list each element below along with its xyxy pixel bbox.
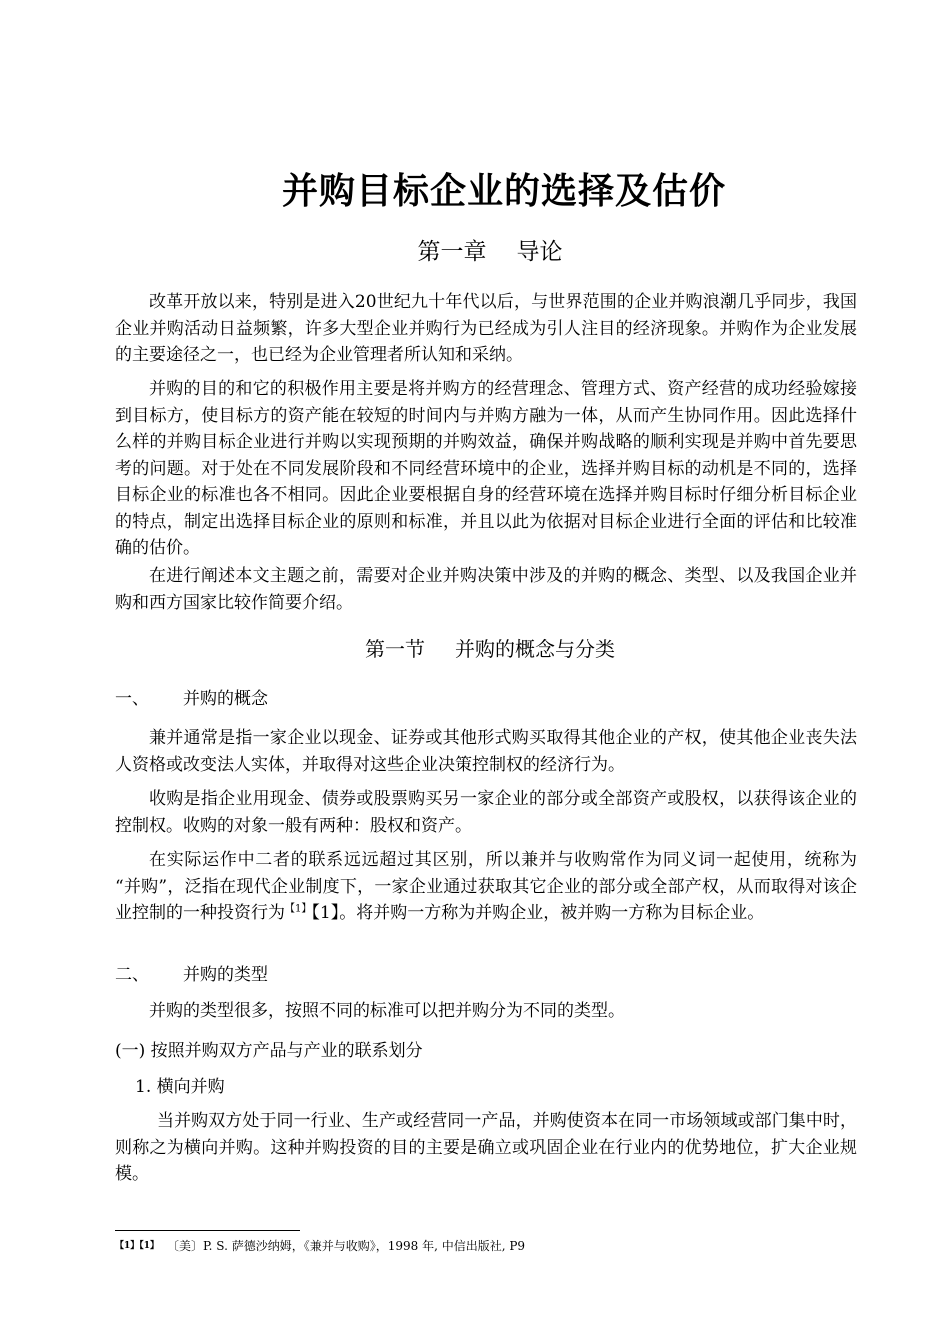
heading-number: 二、 <box>115 965 149 985</box>
section-name: 并购的概念与分类 <box>455 637 615 661</box>
heading-text: 并购的类型 <box>183 965 268 985</box>
footnote <box>115 1237 525 1255</box>
intro-paragraph: 在进行阐述本文主题之前，需要对企业并购决策中涉及的并购的概念、类型、以及我国企业并购和西方国家比较作简要介绍。 <box>115 566 857 613</box>
heading-concept <box>115 686 268 712</box>
acquisition-definition-paragraph: 收购是指企业用现金、债券或股票购买另一家企业的部分或全部资产或股权，以获得该企业的控制权。收购的对象一般有两种：股权和资产。 <box>115 789 857 836</box>
chapter-name: 导论 <box>516 239 563 265</box>
heading-number: 一、 <box>115 689 149 709</box>
intro-paragraph: 改革开放以来，特别是进入20世纪九十年代以后，与世界范围的企业并购浪潮几乎同步，我国企业并购活动日益频繁，许多大型企业并购行为已经成为引人注目的经济现象。并购作为企业发展的主要途径之一，也已经为企业管理者所认知和采纳。 <box>115 292 857 365</box>
heading-text: 并购的概念 <box>183 689 268 709</box>
combined-definition-paragraph <box>115 847 857 927</box>
footnote-separator <box>115 1230 300 1231</box>
horizontal-merger-paragraph: 当并购双方处于同一行业、生产或经营同一产品，并购使资本在同一市场领域或部门集中时，则称之为横向并购。这种并购投资的目的主要是确立或巩固企业在行业内的优势地位，扩大企业规模。 <box>115 1111 857 1184</box>
merger-definition-paragraph: 兼并通常是指一家企业以现金、证券或其他形式购买取得其他企业的产权，使其他企业丧失法人资格或改变法人实体，并取得对这些企业决策控制权的经济行为。 <box>115 728 857 775</box>
chapter-number: 第一章 <box>417 239 487 265</box>
subheading-product-industry: (一) 按照并购双方产品与产业的联系划分 <box>115 1041 423 1061</box>
section-number: 第一节 <box>365 637 425 661</box>
footnote-mark: 【1】【1】 <box>115 1241 160 1251</box>
section-heading <box>0 634 950 664</box>
chapter-heading <box>0 236 950 268</box>
combined-text-before: 在实际运作中二者的联系远远超过其区别，所以兼并与收购常作为同义词一起使用，统称为 “并购”，泛指在现代企业制度下，一家企业通过获取其它企业的部分或全部产权，从而取得对该企业控制的一种投资行为 <box>115 850 857 923</box>
footnote-text: 〔美〕P. S. 萨德沙纳姆，《兼并与收购》，1998 年, 中信出版社, P9 <box>173 1239 526 1253</box>
combined-text-after: 。将并购一方称为并购企业，被并购一方称为目标企业。 <box>339 903 765 923</box>
list-item-horizontal: 1. 横向并购 <box>135 1077 225 1097</box>
document-title: 并购目标企业的选择及估价 <box>282 171 727 212</box>
reference-superscript: 【1】 <box>285 903 312 915</box>
intro-paragraph: 并购的目的和它的积极作用主要是将并购方的经营理念、管理方式、资产经营的成功经验嫁接到目标方，使目标方的资产能在较短的时间内与并购方融为一体，从而产生协同作用。因此选择什么样的并购目标企业进行并购以实现预期的并购效益，确保并购战略的顺利实现是并购中首先要思考的问题。对于处在不同发展阶段和不同经营环境中的企业，选择并购目标的动机是不同的，选择目标企业的标准也各不相同。因此企业要根据自身的经营环境在选择并购目标时仔细分析目标企业的特点，制定出选择目标企业的原则和标准，并且以此为依据对目标企业进行全面的评估和比较准确的估价。 <box>115 379 857 558</box>
reference-marker: 【1】 <box>311 903 340 923</box>
heading-types <box>115 962 268 988</box>
types-paragraph: 并购的类型很多，按照不同的标准可以把并购分为不同的类型。 <box>149 1001 625 1021</box>
